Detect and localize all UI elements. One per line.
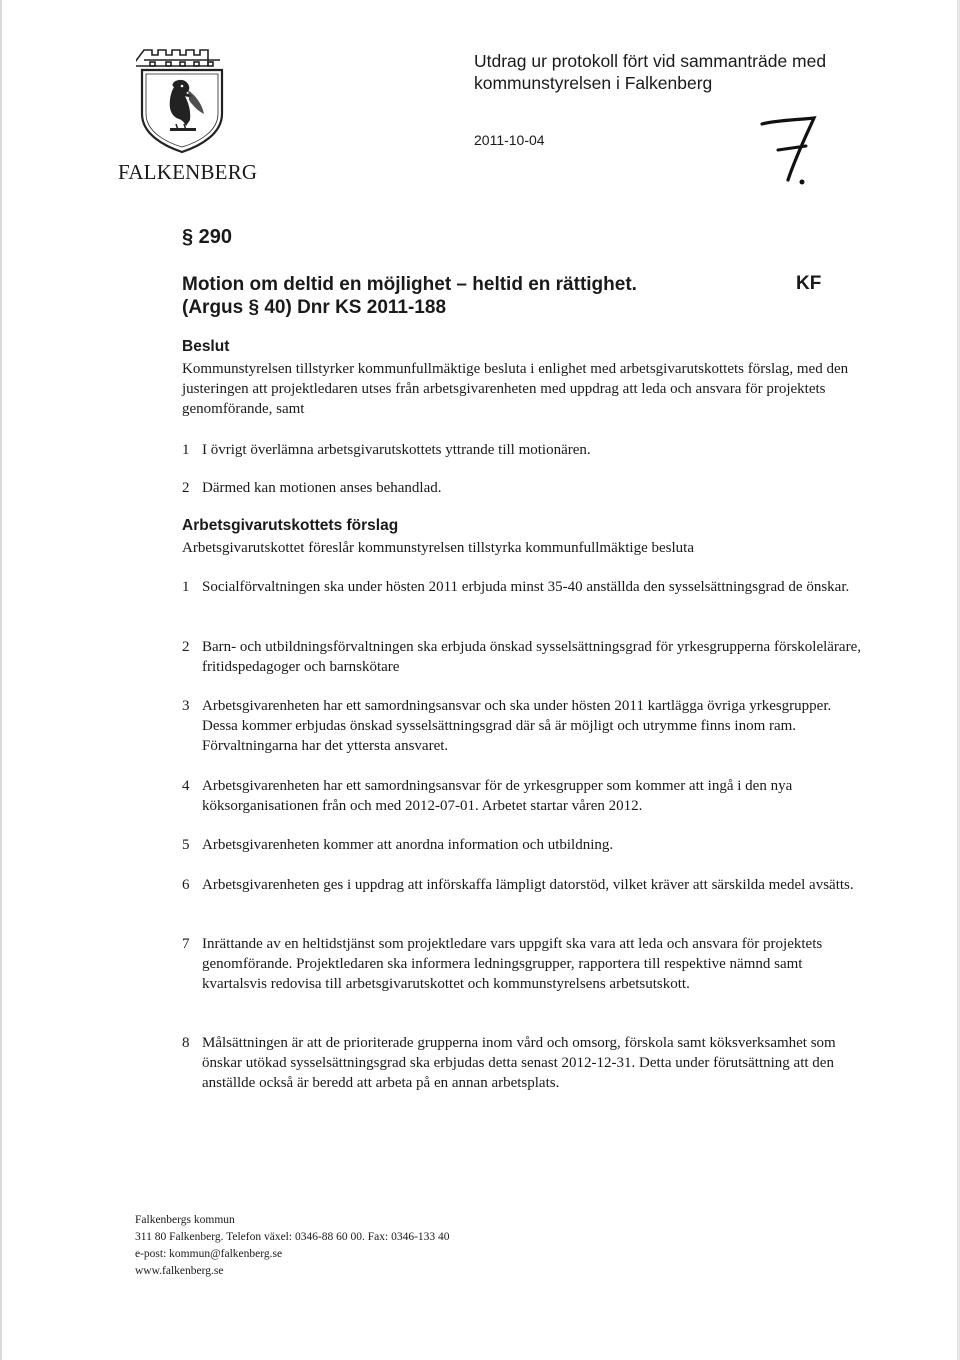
item-text: Socialförvaltningen ska under hösten 2011 erbjuda minst 35-40 anställda den sysselsättningsgrad de önskar. xyxy=(202,579,850,595)
municipality-name: FALKENBERG xyxy=(118,160,258,184)
item-text: Inrättande av en heltidstjänst som projektledare vars uppgift ska vara att leda och ansvara för projektets genomförande. Projektledaren ska informera ledningsgrupper, rapportera till respektive nämnd samt kvartalsvis redovisa till arbetsgivarutskottet och kommunstyrelsens arbetsutskott. xyxy=(202,936,823,992)
meeting-date: 2011-10-04 xyxy=(474,132,545,148)
beslut-text: Kommunstyrelsen tillstyrker kommunfullmäktige besluta i enlighet med arbetsgivarutskottets förslag, med den justeringen att projektledaren utses från arbetsgivarenheten med uppdrag att leda och ansvara för projektets genomförande, samt xyxy=(182,361,849,417)
section-title xyxy=(182,273,637,319)
item-text: Arbetsgivarenheten kommer att anordna information och utbildning. xyxy=(202,837,614,853)
paragraph-number: § 290 xyxy=(182,226,233,248)
item-text: Arbetsgivarenheten har ett samordningsansvar och ska under hösten 2011 kartlägga övriga yrkesgrupper. Dessa kommer erbjudas önskad sysselsättningsgrad där så är möjligt och utrymme finns inom ram. Förvaltningarna har det yttersta ansvaret. xyxy=(202,698,832,754)
item-text: I övrigt överlämna arbetsgivarutskottets yttrande till motionären. xyxy=(202,442,591,458)
title-line-1: Motion om deltid en möjlighet – heltid en rättighet. xyxy=(182,274,637,295)
handwritten-number-mark xyxy=(752,110,822,190)
footer-org: Falkenbergs kommun xyxy=(135,1214,235,1226)
item-number: 7 xyxy=(182,936,190,952)
coat-of-arms-logo xyxy=(136,46,228,154)
item-text: Arbetsgivarenheten har ett samordningsansvar för de yrkesgrupper som kommer att ingå i den nya köksorganisationen från och med 2012-07-01. Arbetet startar våren 2012. xyxy=(202,778,793,814)
item-text: Målsättningen är att de prioriterade grupperna inom vård och omsorg, förskola samt köksverksamhet som önskar utökad sysselsättningsgrad ska erbjudas detta senast 2012-12-31. Detta under förutsättning att den anställde också är beredd att arbeta på en annan arbetsplats. xyxy=(202,1035,836,1091)
item-number: 5 xyxy=(182,837,190,853)
item-number: 2 xyxy=(182,639,190,655)
title-line-2: (Argus § 40) Dnr KS 2011-188 xyxy=(182,297,447,318)
scan-edge-left xyxy=(0,0,2,1360)
protocol-line-1: Utdrag ur protokoll fört vid sammanträde med xyxy=(474,51,827,71)
footer-contact xyxy=(135,1212,450,1280)
item-number: 6 xyxy=(182,877,190,893)
item-number: 8 xyxy=(182,1035,190,1051)
item-number: 2 xyxy=(182,480,190,496)
item-number: 1 xyxy=(182,579,190,595)
item-text: Därmed kan motionen anses behandlad. xyxy=(202,480,442,496)
item-text: Arbetsgivarenheten ges i uppdrag att införskaffa lämpligt datorstöd, vilket kräver att särskilda medel avsätts. xyxy=(202,877,854,893)
item-number: 1 xyxy=(182,442,190,458)
footer-address: 311 80 Falkenberg. Telefon växel: 0346-88 60 00. Fax: 0346-133 40 xyxy=(135,1231,450,1243)
beslut-heading: Beslut xyxy=(182,338,230,355)
forslag-intro: Arbetsgivarutskottet föreslår kommunstyrelsen tillstyrka kommunfullmäktige besluta xyxy=(182,540,694,556)
item-number: 3 xyxy=(182,698,190,714)
forslag-heading: Arbetsgivarutskottets förslag xyxy=(182,517,399,534)
item-text: Barn- och utbildningsförvaltningen ska erbjuda önskad sysselsättningsgrad för yrkesgrupperna förskolelärare, fritidspedagoger och barnskötare xyxy=(202,639,861,675)
item-number: 4 xyxy=(182,778,190,794)
protocol-line-2: kommunstyrelsen i Falkenberg xyxy=(474,73,713,93)
footer-website: www.falkenberg.se xyxy=(135,1265,224,1277)
kf-tag: KF xyxy=(796,273,822,294)
protocol-header xyxy=(474,50,826,94)
footer-email: e-post: kommun@falkenberg.se xyxy=(135,1248,283,1260)
